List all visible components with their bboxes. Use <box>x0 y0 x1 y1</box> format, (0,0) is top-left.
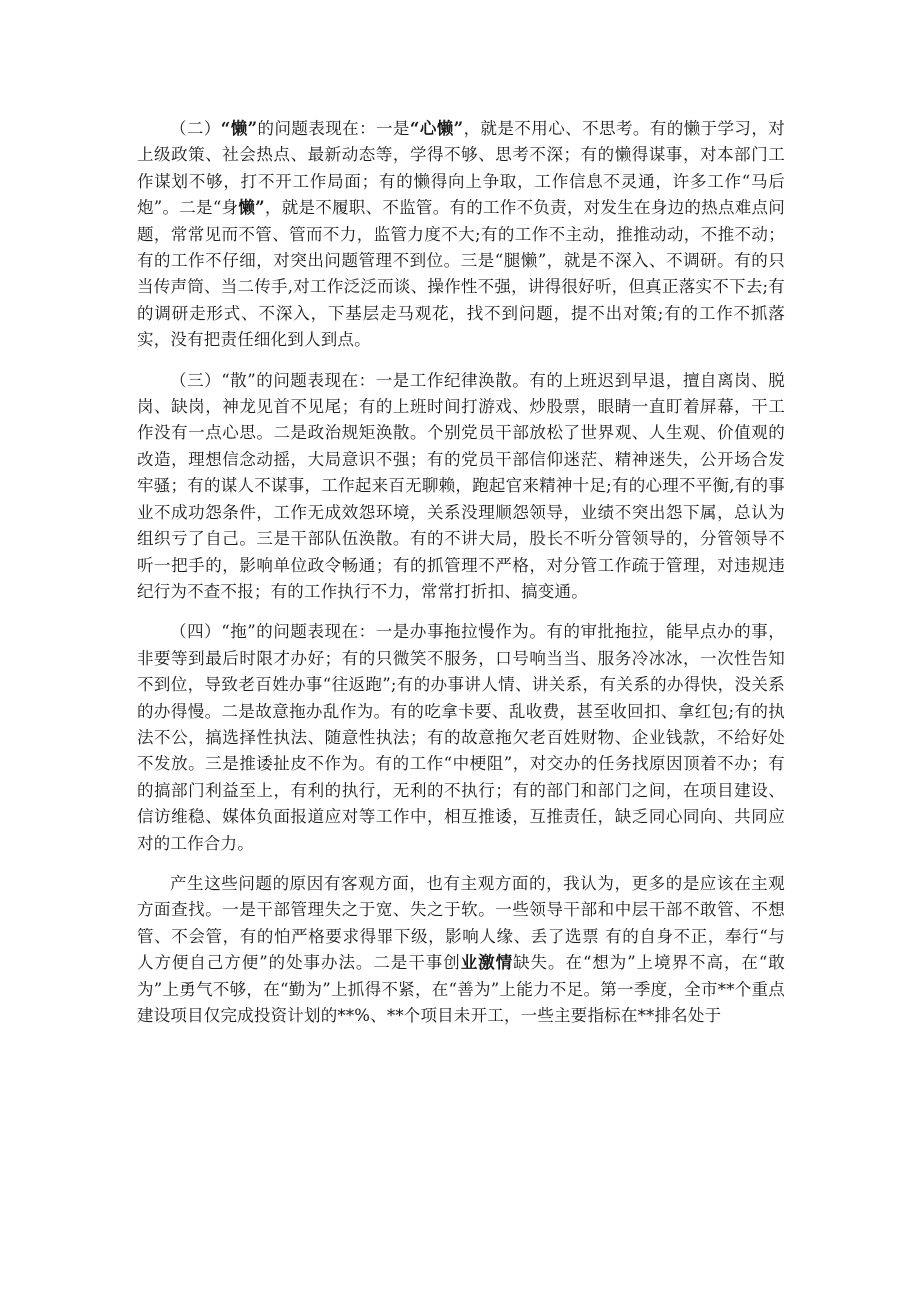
run: 缺失。在“想为”上境界不高，在“敢为”上勇气不够，在“勤为”上抓得不紧，在“善为”上能力不足。第一季度，全市**个重点建设项目仅完成投资计划的**%、**个项目未开工，一些主要指标在**排名处于 <box>137 953 785 1025</box>
run: （二） <box>170 119 221 138</box>
run: （三）“散”的问题表现在：一是工作纪律涣散。有的上班迟到早退，擅自离岗、脱岗、缺岗，神龙见首不见尾；有的上班时间打游戏、炒股票，眼睛一直盯着屏幕，干工作没有一点心思。二是政治规矩涣散。个别党员干部放松了世界观、人生观、价值观的改造，理想信念动摇，大局意识不强；有的党员干部信仰迷茫、精神迷失，公开场合发牢骚；有的谋人不谋事，工作起来百无聊赖，跑起官来精神十足;有的心理不平衡,有的事业不成功怨条件，工作无成效怨环境，关系没理顺怨领导，业绩不突出怨下属，总认为组织亏了自己。三是干部队伍涣散。有的不讲大局，股长不听分管领导的，分管领导不听一把手的，影响单位政令畅通；有的抓管理不严格，对分管工作疏于管理，对违规违纪行为不查不报；有的工作执行不力，常常打折扣、搞变通。 <box>137 370 785 601</box>
paragraph-loose <box>137 368 785 606</box>
paragraph-lazy <box>137 116 785 354</box>
document-body <box>137 116 785 1043</box>
paragraph-causes <box>137 871 785 1029</box>
run: 产生这些问题的原因有客观方面，也有主观方面的，我认为，更多的是应该在主观方面查找。一是干部管理失之于宽、失之于软。一些领导干部和中层干部不敢管、不想管、不会管，有的怕严格要求得罪下级，影响人缘、丢了选票 有的自身不正，奉行“与人方便自己方便”的处事办法。二是干事创 <box>137 873 785 973</box>
run-bold: “心懒” <box>409 119 464 138</box>
run: ，就是不用心、不思考。有的懒于学习，对上级政策、社会热点、最新动态等，学得不够、思考不深；有的懒得谋事，对本部门工作谋划不够，打不开工作局面；有的懒得向上争取，工作信息不灵通，许多工作“马后炮”。二是“身 <box>137 119 785 218</box>
run-bold: 懒” <box>238 198 265 218</box>
run: ，就是不履职、不监管。有的工作不负责，对发生在身边的热点难点问题，常常见而不管、管而不力，监管力度不大;有的工作不主动，推推动动，不推不动；有的工作不仔细，对突出问题管理不到位。三是“腿懒”，就是不深入、不调研。有的只当传声筒、当二传手,对工作泛泛而谈、操作性不强，讲得很好听，但真正落实不下去;有的调研走形式、不深入，下基层走马观花，找不到问题，提不出对策;有的工作不抓落实，没有把责任细化到人到点。 <box>137 198 785 350</box>
run-bold: 业激情 <box>460 953 514 973</box>
run: （四）“拖”的问题表现在：一是办事拖拉慢作为。有的审批拖拉，能早点办的事，非要等到最后时限才办好；有的只微笑不服务，口号响当当、服务冷冰冰，一次性告知不到位，导致老百姓办事“往返跑”;有的办事讲人情、讲关系，有关系的办得快，没关系的办得慢。二是故意拖办乱作为。有的吃拿卡要、乱收费，甚至收回扣、拿红包;有的执法不公，搞选择性执法、随意性执法；有的故意拖欠老百姓财物、企业钱款，不给好处不发放。三是推诿扯皮不作为。有的工作“中梗阻”，对交办的任务找原因顶着不办；有的搞部门利益至上，有利的执行，无利的不执行；有的部门和部门之间，在项目建设、信访维稳、媒体负面报道应对等工作中，相互推诿，互推责任，缺乏同心同向、共同应对的工作合力。 <box>137 622 785 853</box>
run: 的问题表现在：一是 <box>257 119 410 138</box>
paragraph-delay <box>137 619 785 857</box>
run-bold: “懒” <box>220 119 258 138</box>
